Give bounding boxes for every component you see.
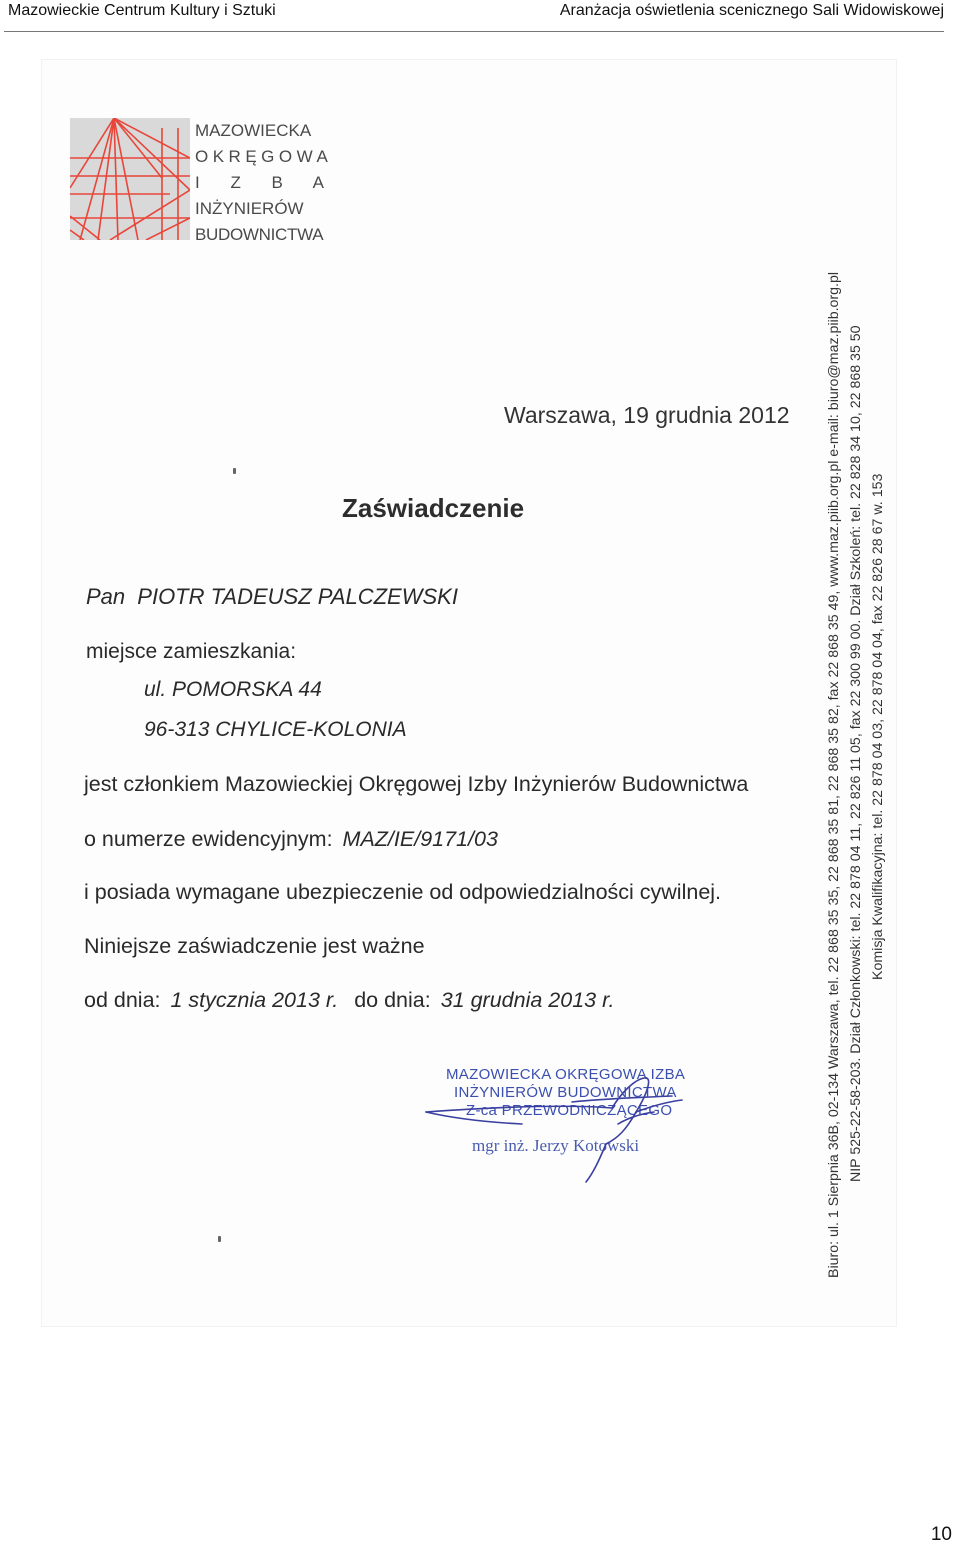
handwritten-signature-icon xyxy=(422,1072,722,1192)
scan-speck xyxy=(233,468,236,474)
recipient-name: PIOTR TADEUSZ PALCZEWSKI xyxy=(137,584,458,609)
scan-speck xyxy=(218,1236,221,1242)
salutation: Pan xyxy=(86,584,126,609)
logo-line: BUDOWNICTWA xyxy=(195,225,324,244)
to-date: 31 grudnia 2013 r. xyxy=(440,988,615,1012)
recipient-line xyxy=(86,584,458,610)
stamp-line: INŻYNIERÓW BUDOWNICTWA xyxy=(454,1084,677,1101)
logo-line: MAZOWIECKA xyxy=(195,121,312,140)
stamp-line: MAZOWIECKA OKRĘGOWA IZBA xyxy=(446,1066,686,1083)
to-label: do dnia: xyxy=(354,988,431,1012)
residence-label: miejsce zamieszkania: xyxy=(86,640,297,663)
header-right-title: Aranżacja oświetlenia scenicznego Sali Widowiskowej xyxy=(559,2,944,19)
registration-label: o numerze ewidencyjnym: xyxy=(84,827,333,851)
sidebar-contact-line: Komisja Kwalifikacyjna: tel. 22 878 04 03, 22 878 04 04, fax 22 826 28 67 w. 153 xyxy=(870,473,886,980)
validity-statement: Niniejsze zaświadczenie jest ważne xyxy=(84,934,425,958)
from-date: 1 stycznia 2013 r. xyxy=(170,988,339,1012)
page-number: 10 xyxy=(930,1524,952,1545)
sidebar-contact-line: NIP 525-22-58-203. Dział Członkowski: tel. 22 878 04 11, 22 826 11 05, fax 22 300 99 00. Dział Szkoleń: tel. 22 828 34 10, 22 868 35 50 xyxy=(848,325,864,1182)
stamp-line: Z-ca PRZEWODNICZĄCEGO xyxy=(466,1102,673,1119)
validity-period xyxy=(84,988,614,1013)
stamp-signer: mgr inż. Jerzy Kotowski xyxy=(472,1136,640,1155)
chamber-logo-icon xyxy=(70,118,190,240)
document-title: Zaświadczenie xyxy=(342,493,525,523)
page-header xyxy=(0,0,960,34)
logo-line: OKRĘGOWA xyxy=(195,147,333,166)
chamber-logo-text xyxy=(195,118,355,248)
from-label: od dnia: xyxy=(84,988,161,1012)
membership-statement: jest członkiem Mazowieckiej Okręgowej Izby Inżynierów Budownictwa xyxy=(84,772,749,796)
logo-line: INŻYNIERÓW xyxy=(195,199,304,218)
logo-line: I Z B A xyxy=(195,173,338,192)
scanned-certificate xyxy=(42,60,896,1326)
header-left-title: Mazowieckie Centrum Kultury i Sztuki xyxy=(8,2,276,19)
registration-number: MAZ/IE/9171/03 xyxy=(342,827,498,851)
city-address: 96-313 CHYLICE-KOLONIA xyxy=(144,718,407,741)
sidebar-contact-line: Biuro: ul. 1 Sierpnia 36B, 02-134 Warszawa, tel. 22 868 35 35, 22 868 35 81, 22 868 35 82, fax 22 868 35 49, www.maz.piib.org.pl e-mail: biuro@maz.piib.org.pl xyxy=(826,271,842,1278)
header-divider xyxy=(4,31,944,32)
document-date: Warszawa, 19 grudnia 2012 xyxy=(504,402,790,428)
street-address: ul. POMORSKA 44 xyxy=(144,678,322,701)
registration-line xyxy=(84,827,498,852)
insurance-statement: i posiada wymagane ubezpieczenie od odpowiedzialności cywilnej. xyxy=(84,880,722,904)
